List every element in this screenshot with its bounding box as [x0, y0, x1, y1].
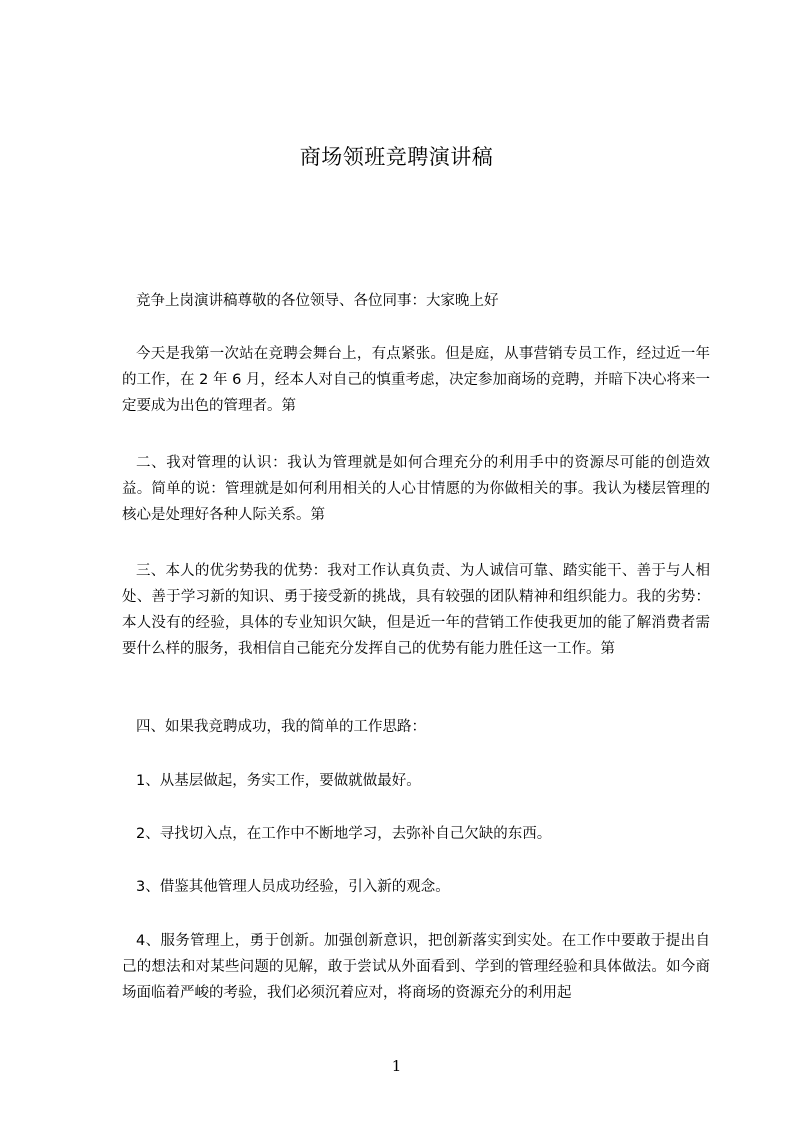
paragraph-work-plan-heading: 四、如果我竞聘成功，我的简单的工作思路： — [136, 719, 426, 735]
paragraph-greeting: 竞争上岗演讲稿尊敬的各位领导、各位同事：大家晚上好 — [136, 293, 499, 309]
paragraph-plan-item-4: 4、服务管理上，勇于创新。加强创新意识，把创新落实到实处。在工作中要敢于提出自己的想法和对某些问题的见解，敢于尝试从外面看到、学到的管理经验和具体做法。如今商场面临着严峻的考验，我们必须沉着应对，将商场的资源充分的利用起 — [122, 933, 710, 1001]
paragraph-plan-item-3: 3、借鉴其他管理人员成功经验，引入新的观念。 — [136, 879, 450, 895]
document-title: 商场领班竞聘演讲稿 — [299, 145, 494, 169]
paragraph-strengths-weaknesses: 三、本人的优劣势我的优势：我对工作认真负责、为人诚信可靠、踏实能干、善于与人相处、善于学习新的知识、勇于接受新的挑战，具有较强的团队精神和组织能力。我的劣势：本人没有的经验，具体的专业知识欠缺，但是近一年的营销工作使我更加的能了解消费者需要什么样的服务，我相信自己能充分发挥自己的优势有能力胜任这一工作。第 — [122, 563, 710, 657]
paragraph-plan-item-2: 2、寻找切入点，在工作中不断地学习，去弥补自己欠缺的东西。 — [136, 826, 552, 842]
page-number: 1 — [391, 1057, 402, 1075]
paragraph-plan-item-1: 1、从基层做起，务实工作，要做就做最好。 — [136, 773, 421, 789]
paragraph-management-view: 二、我对管理的认识：我认为管理就是如何合理充分的利用手中的资源尽可能的创造效益。简单的说：管理就是如何利用相关的人心甘情愿的为你做相关的事。我认为楼层管理的核心是处理好各种人际关系。第 — [122, 455, 710, 523]
paragraph-introduction: 今天是我第一次站在竞聘会舞台上，有点紧张。但是庭，从事营销专员工作，经过近一年的工作，在 2 年 6 月，经本人对自己的慎重考虑，决定参加商场的竞聘，并暗下决心将来一定要成为出色的管理者。第 — [122, 346, 710, 414]
